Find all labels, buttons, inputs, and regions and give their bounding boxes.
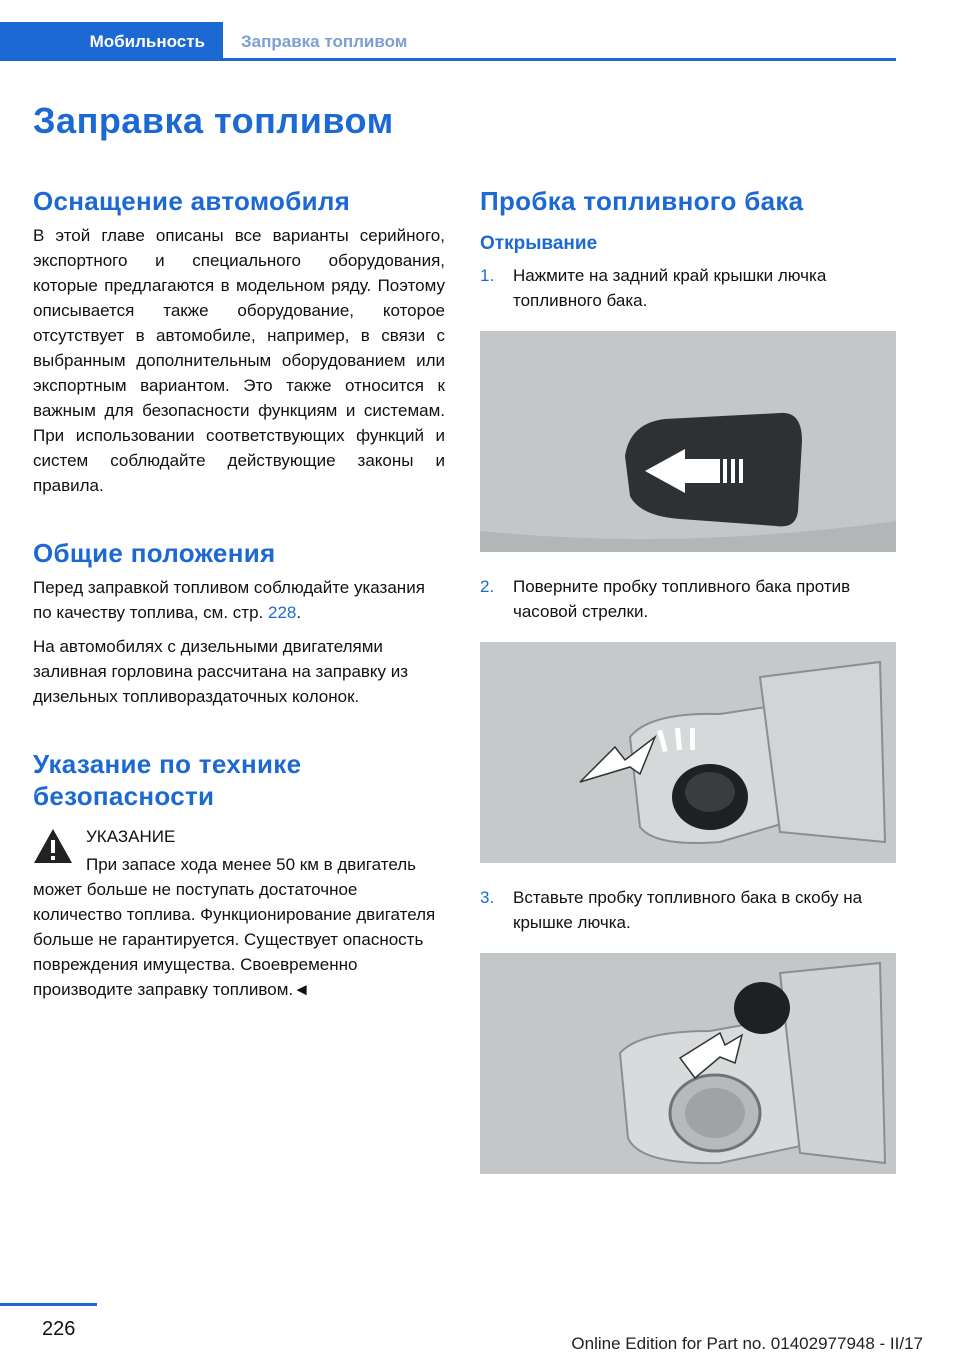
fuel-cap-heading: Пробка топливного бака bbox=[480, 186, 804, 216]
step-number: 1. bbox=[480, 266, 495, 286]
step-text: Поверните пробку топливного бака против часовой стрелки. bbox=[513, 577, 851, 622]
photo-turn-cap bbox=[480, 642, 896, 863]
section-safety-heading: Указание по технике безопасности bbox=[33, 749, 302, 811]
step-number: 3. bbox=[480, 888, 495, 908]
steps-list-2 bbox=[480, 574, 896, 624]
section-equipment-heading: Оснащение автомобиля bbox=[33, 186, 351, 216]
photo-insert-cap bbox=[480, 953, 896, 1174]
opening-subheading: Открывание bbox=[480, 233, 598, 255]
footer-rule bbox=[0, 1303, 97, 1306]
left-column bbox=[33, 186, 445, 1002]
general-text1-after: . bbox=[296, 603, 302, 623]
warning-text bbox=[33, 852, 445, 1002]
right-column bbox=[480, 186, 896, 1174]
steps-list bbox=[480, 263, 896, 313]
step-1 bbox=[480, 263, 896, 313]
tab-refueling[interactable]: Заправка топливом bbox=[241, 31, 408, 51]
page-title: Заправка топливом bbox=[33, 100, 394, 141]
warning-block bbox=[33, 824, 445, 1002]
section-equipment-text: В этой главе описаны все варианты серийного, экспортного и специального оборудования, которые предлагаются в модельном ряду. Поэтому описывается также оборудование, которое отсутствует в автомобиле, например, в связи с выбранным дополнительным оборудованием или экспортным вариантом. Это также относится к важным для безопасности функциям и системам. При использовании соответствующих функций и систем соблюдайте действующие законы и правила. bbox=[33, 226, 445, 496]
step-text: Вставьте пробку топливного бака в скобу на крышке лючка. bbox=[513, 888, 863, 933]
warning-triangle-icon bbox=[33, 828, 73, 864]
edition-text: Online Edition for Part no. 01402977948 - II/17 bbox=[571, 1334, 923, 1353]
step-text: Нажмите на задний край крышки лючка топливного бака. bbox=[513, 266, 827, 311]
photo-press-flap bbox=[480, 331, 896, 552]
tab-mobility[interactable]: Мобильность bbox=[0, 22, 223, 61]
warning-text-body: При запасе хода менее 50 км в двигатель может больше не поступать достаточное количество топлива. Функционирование двигателя больше не гарантируется. Существует опасность повреждения имущества. Своевременно производите заправку топливом.◄ bbox=[33, 854, 436, 999]
step-2 bbox=[480, 574, 896, 624]
section-general-text1 bbox=[33, 575, 445, 625]
steps-list-3 bbox=[480, 885, 896, 935]
general-text1-before: Перед заправкой топливом соблюдайте указания по качеству топлива, см. стр. bbox=[33, 578, 425, 623]
section-general-text2: На автомобилях с дизельными двигателями заливная горловина рассчитана на заправку из дизельных топливораздаточных колонок. bbox=[33, 637, 409, 707]
step-number: 2. bbox=[480, 577, 495, 597]
step-3 bbox=[480, 885, 896, 935]
page-number: 226 bbox=[42, 1318, 76, 1340]
section-general-heading: Общие положения bbox=[33, 538, 276, 569]
page-link-228[interactable]: 228 bbox=[268, 603, 297, 623]
warning-label: УКАЗАНИЕ bbox=[86, 826, 176, 846]
